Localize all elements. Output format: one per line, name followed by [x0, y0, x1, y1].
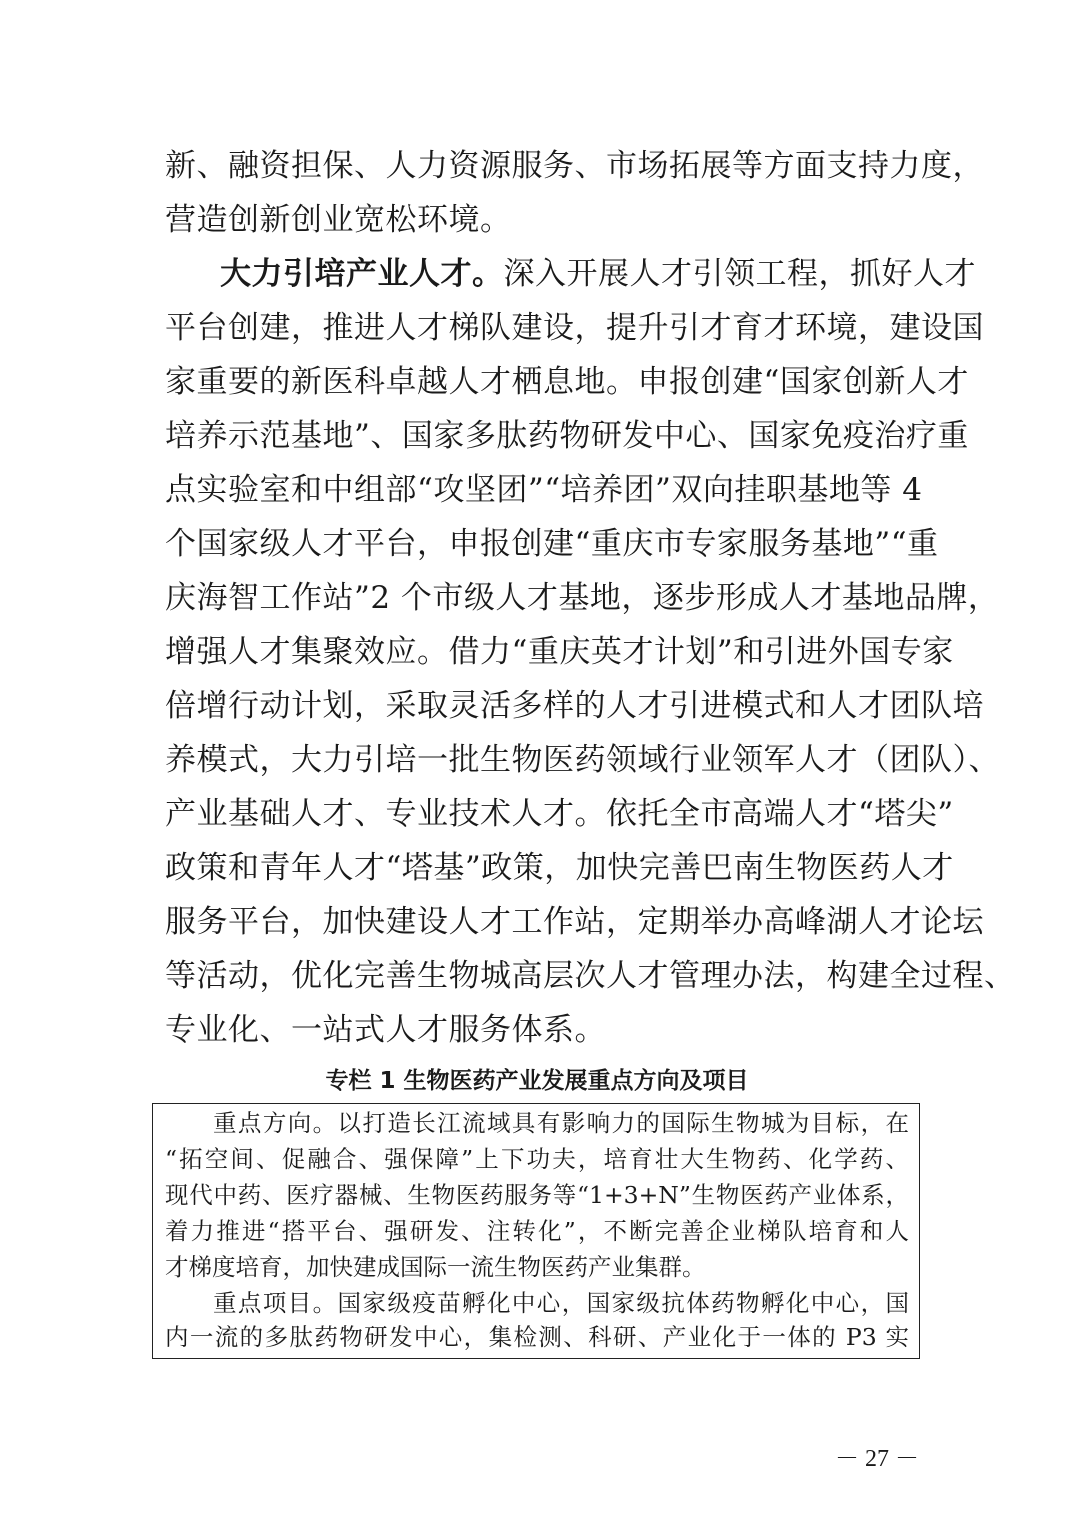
paragraph2-line-14: 等活动，优化完善生物城高层次人才管理办法，构建全过程、	[165, 958, 1016, 994]
paragraph2-line-10: 养模式，大力引培一批生物医药领域行业领军人才（团队）、	[165, 742, 1000, 778]
paragraph2-line-2: 平台创建，推进人才梯队建设，提升引才育才环境，建设国	[165, 310, 984, 346]
box-line-1: 重点方向。以打造长江流域具有影响力的国际生物城为目标，在	[213, 1109, 909, 1137]
box-line-7: 内一流的多肽药物研发中心，集检测、科研、产业化于一体的 P3 实	[165, 1323, 909, 1351]
box-line-3: 现代中药、医疗器械、生物医药服务等“1+3+N”生物医药产业体系，	[165, 1181, 909, 1209]
paragraph1-line-2: 营造创新创业宽松环境。	[165, 202, 512, 238]
paragraph2-line-4: 培养示范基地”、国家多肽药物研发中心、国家免疫治疗重	[165, 418, 969, 454]
page-number: － 27 －	[835, 1446, 919, 1472]
paragraph2-line-8: 增强人才集聚效应。借力“重庆英才计划”和引进外国专家	[165, 634, 954, 670]
box-line-5: 才梯度培育，加快建成国际一流生物医药产业集群。	[165, 1253, 706, 1281]
box-title: 专栏 1 生物医药产业发展重点方向及项目	[325, 1068, 749, 1094]
paragraph2-line-15: 专业化、一站式人才服务体系。	[165, 1012, 606, 1048]
paragraph2-line-13: 服务平台，加快建设人才工作站，定期举办高峰湖人才论坛	[165, 904, 984, 940]
paragraph2-line-11: 产业基础人才、专业技术人才。依托全市高端人才“塔尖”	[165, 796, 954, 832]
paragraph2-lead-heading: 大力引培产业人才。	[220, 256, 504, 292]
paragraph1-line-1: 新、融资担保、人力资源服务、市场拓展等方面支持力度，	[165, 148, 984, 184]
paragraph2-line-6: 个国家级人才平台，申报创建“重庆市专家服务基地”“重	[165, 526, 939, 562]
paragraph2-line-9: 倍增行动计划，采取灵活多样的人才引进模式和人才团队培	[165, 688, 984, 724]
box-line-4: 着力推进“搭平台、强研发、注转化”，不断完善企业梯队培育和人	[165, 1217, 909, 1245]
box-line-6: 重点项目。国家级疫苗孵化中心，国家级抗体药物孵化中心，国	[213, 1289, 909, 1317]
paragraph2-line-5: 点实验室和中组部“攻坚团”“培养团”双向挂职基地等 4	[165, 472, 923, 508]
paragraph2-line-7: 庆海智工作站”2 个市级人才基地，逐步形成人才基地品牌，	[165, 580, 1000, 616]
paragraph2-line-1	[220, 254, 976, 294]
paragraph2-line-1-text: 深入开展人才引领工程，抓好人才	[503, 256, 976, 292]
box-line-2: “拓空间、促融合、强保障”上下功夫，培育壮大生物药、化学药、	[165, 1145, 909, 1173]
paragraph2-line-3: 家重要的新医科卓越人才栖息地。申报创建“国家创新人才	[165, 364, 969, 400]
paragraph2-line-12: 政策和青年人才“塔基”政策，加快完善巴南生物医药人才	[165, 850, 954, 886]
